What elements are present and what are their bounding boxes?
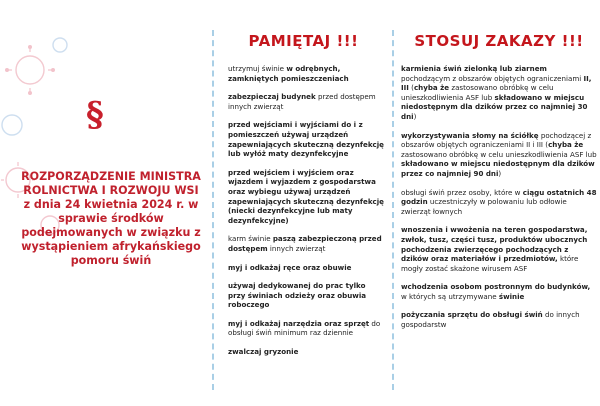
remember-heading: PAMIĘTAJ !!! bbox=[248, 32, 359, 50]
regulation-title: ROZPORZĄDZENIE MINISTRA ROLNICTWA I ROZWOJU WSI z dnia 24 kwietnia 2024 r. w sprawie środków podejmowanych w związku z wystąpieniem afrykańskiego pomoru świń bbox=[21, 170, 201, 267]
remember-item-text: zabezpieczaj budynek bbox=[228, 92, 316, 102]
bans-item bbox=[401, 310, 597, 329]
remember-item-text: przed dostępem innych zwierząt bbox=[228, 92, 376, 111]
remember-item-text: utrzymuj świnie bbox=[228, 64, 287, 73]
remember-item-text: myj i odkażaj ręce oraz obuwie bbox=[228, 262, 352, 272]
bans-item-text: obsługi świń przez osoby, które w bbox=[401, 187, 523, 197]
divider-left bbox=[212, 30, 214, 390]
remember-column bbox=[222, 0, 385, 366]
remember-item-text: paszą zabezpieczoną przed dostępem bbox=[228, 234, 382, 253]
bans-item-text: chyba że bbox=[548, 140, 584, 150]
left-panel bbox=[0, 0, 210, 406]
bans-item-text: ) bbox=[413, 111, 417, 121]
bans-item bbox=[401, 282, 597, 301]
remember-item-text: przed wejściami i wyjściami do i z pomieszczeń używaj urządzeń zapewniających skuteczną dezynfekcję lub wyłóż maty dezynfekcyjne bbox=[228, 120, 384, 159]
remember-item bbox=[228, 234, 385, 253]
bans-item-text: ) bbox=[498, 168, 502, 178]
bans-item bbox=[401, 225, 597, 273]
bans-item bbox=[401, 188, 597, 217]
remember-item bbox=[228, 263, 385, 273]
remember-item bbox=[228, 319, 385, 338]
bans-item-text: karmienia świń zielonką lub ziarnem bbox=[401, 64, 547, 73]
bans-list bbox=[401, 64, 597, 330]
remember-item-text: karm świnie bbox=[228, 234, 273, 244]
divider-right bbox=[392, 30, 394, 390]
remember-item-text: myj i odkażaj narzędzia oraz sprzęt bbox=[228, 318, 370, 328]
bans-item bbox=[401, 131, 597, 179]
bans-item-text: pochodzącej z obszarów objętych ograniczeniami II i III ( bbox=[401, 130, 592, 150]
bans-item-text: które mogły zostać skażone wirusem ASF bbox=[401, 254, 579, 273]
bans-item-text: świnie bbox=[498, 291, 525, 301]
bans-item-text: pożyczania sprzętu do obsługi świń bbox=[401, 310, 543, 320]
remember-item bbox=[228, 92, 385, 111]
remember-item-text: innych zwierząt bbox=[267, 243, 326, 253]
bans-item-text: chyba że bbox=[413, 83, 450, 93]
remember-item bbox=[228, 120, 385, 158]
remember-item bbox=[228, 64, 385, 83]
bans-item bbox=[401, 64, 597, 122]
bans-item-text: składowano w miejscu niedostępnym dla dzików przez co najmniej 30 dni bbox=[401, 92, 588, 121]
bans-item-text: wchodzenia osobom postronnym do budynków, bbox=[401, 282, 591, 292]
bans-column bbox=[401, 0, 597, 339]
remember-item-text: zwalczaj gryzonie bbox=[228, 347, 299, 357]
bans-item-text: II, III bbox=[401, 73, 592, 93]
bans-item-text: ciągu ostatnich 48 godzin bbox=[401, 187, 597, 207]
bans-item-text: zastosowano obróbkę w celu unieszkodliwienia ASF lub bbox=[401, 149, 597, 159]
bans-item-text: pochodzącym z obszarów objętych ograniczeniami bbox=[401, 73, 584, 83]
bans-item-text: do innych gospodarstw bbox=[401, 310, 580, 330]
bans-item-text: wykorzystywania słomy na ściółkę bbox=[401, 130, 539, 140]
bans-item-text: uczestniczyły w polowaniu lub odłowie zwierząt łownych bbox=[401, 197, 567, 216]
remember-item bbox=[228, 281, 385, 310]
remember-list bbox=[222, 64, 385, 357]
remember-item-text: do obsługi świń minimum raz dziennie bbox=[228, 318, 381, 338]
bans-heading: STOSUJ ZAKAZY !!! bbox=[414, 32, 584, 50]
remember-item-text: w odrębnych, zamkniętych pomieszczeniach bbox=[228, 64, 349, 83]
remember-item bbox=[228, 168, 385, 226]
remember-item-text: przed wejściem i wyjściem oraz wjazdem i wyjazdem z gospodarstwa oraz wybiegu używaj urządzeń zapewniających skuteczną dezynfekcję (niecki dezynfekcyjne lub maty dezynfekcyjne) bbox=[228, 167, 384, 225]
bans-item-text: składowano w miejscu niedostępnym dla dzików przez co najmniej 90 dni bbox=[401, 159, 595, 178]
remember-item bbox=[228, 347, 385, 357]
bans-item-text: ( bbox=[408, 83, 414, 93]
bans-item-text: w których są utrzymywane bbox=[401, 291, 499, 301]
remember-item-text: używaj dedykowanej do prac tylko przy świniach odzieży oraz obuwia roboczego bbox=[228, 281, 367, 310]
paragraph-symbol: § bbox=[86, 95, 104, 135]
bans-item-text: wnoszenia i wwożenia na teren gospodarstwa, zwłok, tusz, części tusz, produktów ubocznych pochodzenia zwierzęcego pochodzących z dzików oraz materiałów i przedmiotów, bbox=[401, 225, 588, 264]
bans-item-text: zastosowano obróbkę w celu unieszkodliwienia ASF lub bbox=[401, 83, 554, 102]
